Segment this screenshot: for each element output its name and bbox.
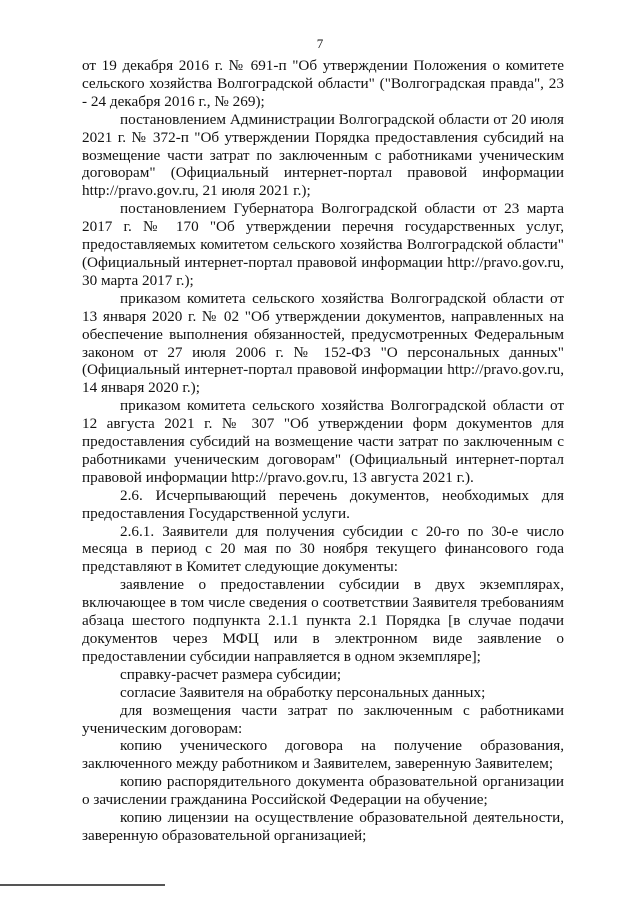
document-paragraph: справку-расчет размера субсидии; bbox=[120, 665, 342, 683]
document-paragraph: приказом комитета сельского хозяйства Волгоградской области от 12 августа 2021 г. № 307 "Об утверждении форм документов для предоставления субсидий на возмещение части затрат по заключенным с работниками ученическим договорам" (Официальный интернет-портал правовой информации http://pravo.gov.ru, 13 августа 2021 г.). bbox=[82, 397, 564, 486]
document-paragraph: для возмещения части затрат по заключенным с работниками ученическим договорам: bbox=[82, 701, 564, 737]
document-paragraph: 2.6. Исчерпывающий перечень документов, необходимых для предоставления Государственной услуги. bbox=[82, 486, 564, 522]
scan-edge-line bbox=[0, 884, 165, 886]
document-paragraph: согласие Заявителя на обработку персональных данных; bbox=[120, 683, 486, 701]
document-paragraph: 2.6.1. Заявители для получения субсидии с 20-го по 30-е число месяца в период с 20 мая по 30 ноября текущего финансового года представляют в Комитет следующие документы: bbox=[82, 522, 564, 576]
document-paragraph: постановлением Губернатора Волгоградской области от 23 марта 2017 г. № 170 "Об утверждении перечня государственных услуг, предоставляемых комитетом сельского хозяйства Волгоградской области" (Официальный интернет-портал правовой информации http://pravo.gov.ru, 30 марта 2017 г.); bbox=[82, 200, 564, 289]
document-paragraph: заявление о предоставлении субсидии в двух экземплярах, включающее в том числе сведения о соответствии Заявителя требованиям абзаца шестого подпункта 2.1.1 пункта 2.1 Порядка [в случае подачи документов через МФЦ или в электронном виде заявление о предоставлении субсидии направляется в одном экземпляре]; bbox=[82, 576, 564, 665]
page-number: 7 bbox=[316, 36, 324, 51]
document-paragraph: копию распорядительного документа образовательной организации о зачислении гражданина Российской Федерации на обучение; bbox=[82, 773, 564, 809]
document-paragraph: приказом комитета сельского хозяйства Волгоградской области от 13 января 2020 г. № 02 "Об утверждении документов, направленных на обеспечение выполнения обязанностей, предусмотренных Федеральным законом от 27 июля 2006 г. № 152-ФЗ "О персональных данных" (Официальный интернет-портал правовой информации http://pravo.gov.ru, 14 января 2020 г.); bbox=[82, 289, 564, 397]
document-paragraph: от 19 декабря 2016 г. № 691-п "Об утверждении Положения о комитете сельского хозяйства Волгоградской области" ("Волгоградская правда", 23 - 24 декабря 2016 г., № 269); bbox=[82, 57, 564, 110]
document-body bbox=[82, 57, 564, 845]
document-paragraph: копию лицензии на осуществление образовательной деятельности, заверенную образовательной организацией; bbox=[82, 809, 564, 844]
document-paragraph: копию ученического договора на получение образования, заключенного между работником и Заявителем, заверенную Заявителем; bbox=[82, 737, 564, 773]
document-paragraph: постановлением Администрации Волгоградской области от 20 июля 2021 г. № 372-п "Об утверждении Порядка предоставления субсидий на возмещение части затрат по заключенным с работниками ученическим договорам" (Официальный интернет-портал правовой информации http://pravo.gov.ru, 21 июля 2021 г.); bbox=[82, 110, 564, 200]
